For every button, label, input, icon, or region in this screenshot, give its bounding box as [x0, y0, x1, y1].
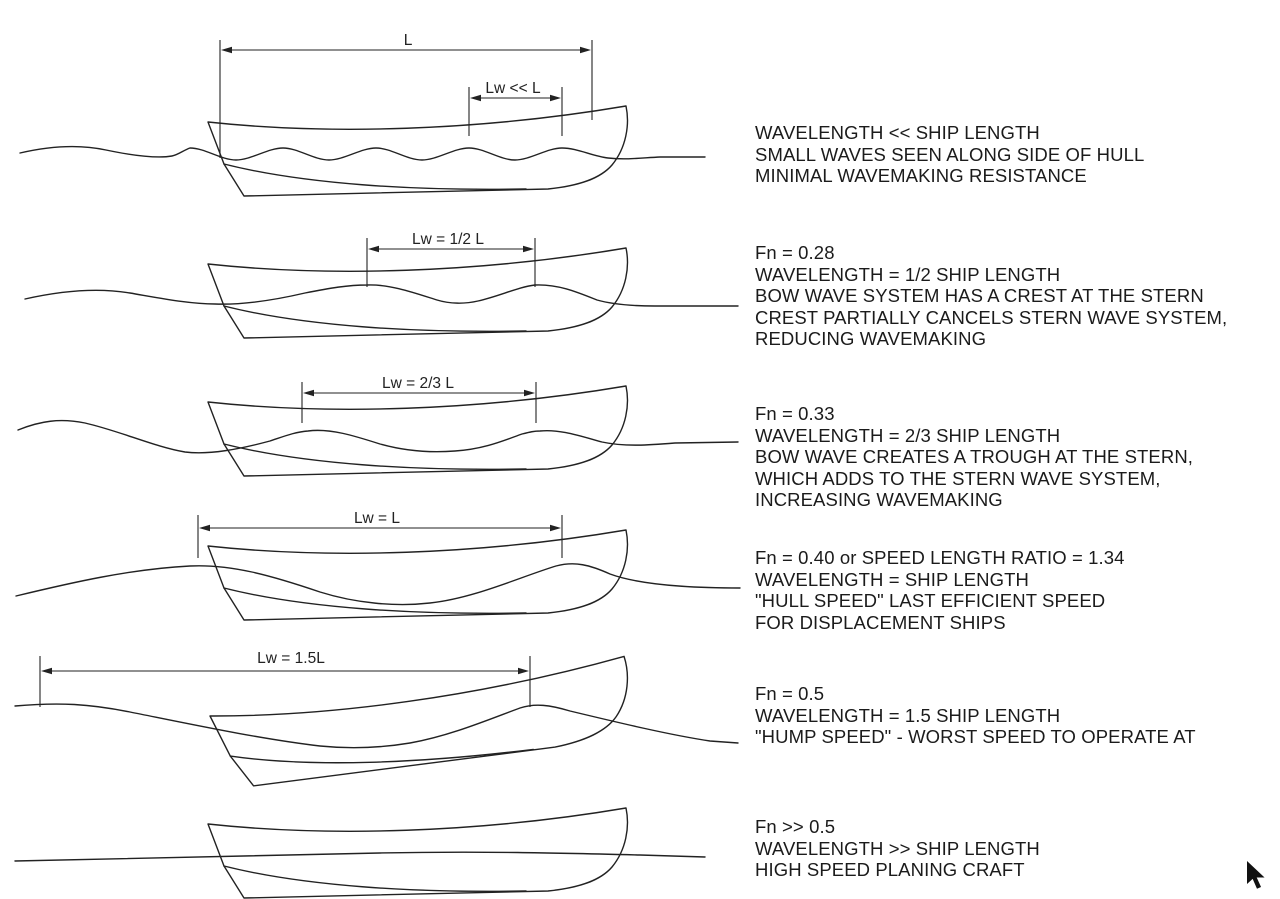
arrowhead-left: [199, 525, 210, 531]
description-line: WHICH ADDS TO THE STERN WAVE SYSTEM,: [755, 467, 1161, 489]
description-line: Fn = 0.33: [755, 403, 835, 424]
arrowhead-right: [523, 246, 534, 252]
hull-profile: [208, 530, 627, 620]
description-line: Fn = 0.5: [755, 683, 825, 704]
arrowhead-left: [41, 668, 52, 674]
dim-label-lw: Lw = 1/2 L: [412, 231, 484, 248]
diagram-row-5: [15, 650, 738, 790]
description-line: REDUCING WAVEMAKING: [755, 328, 987, 349]
description-line: Fn >> 0.5: [755, 816, 836, 837]
dim-label-lw: Lw = 1.5L: [257, 650, 325, 667]
diagram-row-3: [18, 375, 738, 476]
description-line: WAVELENGTH = 2/3 SHIP LENGTH: [755, 424, 1061, 446]
arrowhead-right: [550, 95, 561, 101]
diagram-row-2: [25, 231, 738, 338]
description-line: SMALL WAVES SEEN ALONG SIDE OF HULL: [755, 143, 1145, 165]
description-line: "HULL SPEED" LAST EFFICIENT SPEED: [755, 590, 1106, 611]
description-line: WAVELENGTH << SHIP LENGTH: [755, 122, 1040, 143]
description-line: WAVELENGTH >> SHIP LENGTH: [755, 837, 1040, 859]
diagram-row-4: [16, 510, 740, 620]
description-line: BOW WAVE SYSTEM HAS A CREST AT THE STERN: [755, 285, 1204, 306]
mouse-cursor-icon: [1247, 861, 1265, 889]
dimension-Lw-half-L: [367, 231, 535, 287]
description-line: Fn = 0.40 or SPEED LENGTH RATIO = 1.34: [755, 547, 1125, 568]
hull-profile: [208, 386, 627, 476]
description-block-4: [755, 547, 1125, 633]
description-block-1: [755, 122, 1144, 187]
description-line: WAVELENGTH = SHIP LENGTH: [755, 568, 1029, 590]
description-line: BOW WAVE CREATES A TROUGH AT THE STERN,: [755, 446, 1194, 467]
arrowhead-left: [368, 246, 379, 252]
arrowhead-right: [550, 525, 561, 531]
hull-profile: [208, 656, 635, 789]
waterline-wave: [25, 285, 738, 306]
hull-profile: [208, 106, 627, 196]
dimension-Lw-1point5-L: [40, 650, 530, 707]
waterline-wave: [16, 564, 740, 605]
waterline-wave: [15, 704, 738, 748]
waterline-wave: [20, 146, 705, 160]
description-line: CREST PARTIALLY CANCELS STERN WAVE SYSTEM,: [755, 306, 1228, 328]
description-line: FOR DISPLACEMENT SHIPS: [755, 611, 1006, 633]
description-block-3: [755, 403, 1193, 511]
waterline-wave: [15, 852, 705, 861]
description-line: HIGH SPEED PLANING CRAFT: [755, 859, 1025, 880]
description-line: INCREASING WAVEMAKING: [755, 489, 1003, 510]
diagram-row-1: [20, 32, 705, 196]
arrowhead-right: [518, 668, 529, 674]
arrowhead-right: [580, 47, 591, 53]
description-line: "HUMP SPEED" - WORST SPEED TO OPERATE AT: [755, 726, 1196, 747]
description-line: WAVELENGTH = 1/2 SHIP LENGTH: [755, 263, 1061, 285]
description-line: Fn = 0.28: [755, 242, 835, 263]
dimension-Lw-two-thirds-L: [302, 375, 536, 423]
dimension-Lw-equals-L: [198, 510, 562, 558]
description-block-6: [755, 816, 1040, 881]
arrowhead-left: [470, 95, 481, 101]
arrowhead-left: [221, 47, 232, 53]
waterline-wave: [18, 421, 738, 453]
dimension-Lw-much-less: [469, 80, 562, 136]
dim-label-L: L: [403, 32, 413, 49]
dim-label-lw: Lw << L: [485, 80, 541, 97]
description-line: MINIMAL WAVEMAKING RESISTANCE: [755, 165, 1087, 186]
arrowhead-right: [524, 390, 535, 396]
description-block-2: [755, 242, 1227, 350]
hull-profile: [208, 248, 627, 338]
description-block-5: [755, 683, 1196, 748]
dim-label-lw: Lw = L: [353, 510, 401, 527]
description-line: WAVELENGTH = 1.5 SHIP LENGTH: [755, 704, 1061, 726]
diagram-row-6: [15, 808, 705, 898]
dim-label-lw: Lw = 2/3 L: [382, 375, 454, 392]
arrowhead-left: [303, 390, 314, 396]
